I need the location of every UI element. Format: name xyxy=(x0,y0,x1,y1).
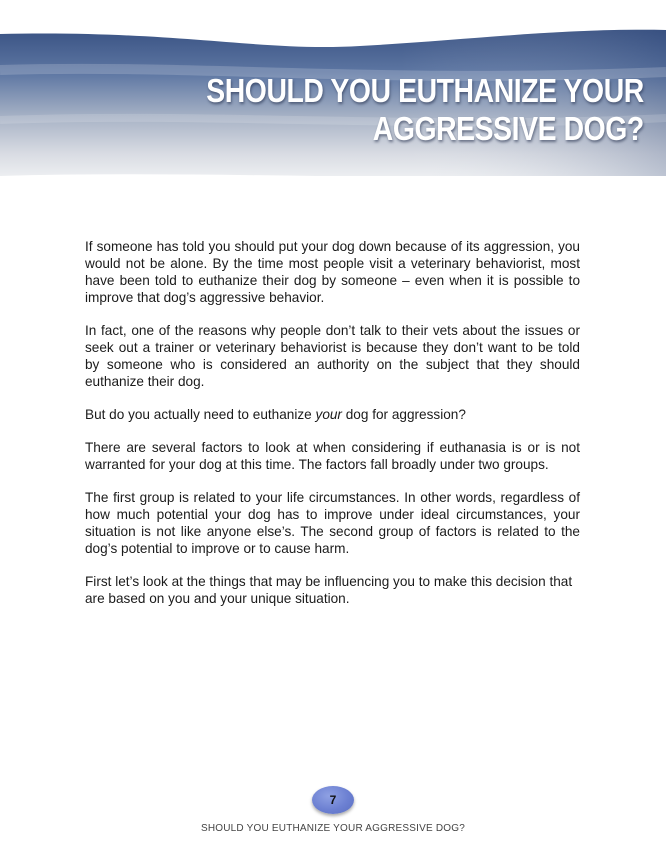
paragraph-5: The first group is related to your life circumstances. In other words, regardless of how much potential your dog has to improve under ideal circumstances, your situation is not like anyone else’s. The second group of factors is related to the dog’s potential to improve or to cause harm. xyxy=(85,490,580,556)
running-footer: SHOULD YOU EUTHANIZE YOUR AGGRESSIVE DOG? xyxy=(200,823,465,834)
paragraph-3 xyxy=(85,406,580,423)
paragraph-3-start: But do you actually need to euthanize xyxy=(85,407,316,422)
page-title xyxy=(206,72,644,148)
paragraph-6: First let’s look at the things that may be influencing you to make this decision that are based on you and your unique situation. xyxy=(85,574,573,606)
paragraph-3-emphasis: your xyxy=(315,407,342,422)
header-banner xyxy=(0,0,666,190)
title-line-1: SHOULD YOU EUTHANIZE YOUR xyxy=(206,72,644,109)
paragraph-3-end: dog for aggression? xyxy=(341,407,466,422)
title-line-2: AGGRESSIVE DOG? xyxy=(372,110,644,147)
paragraph-2: In fact, one of the reasons why people don’t talk to their vets about the issues or seek out a trainer or veterinary behaviorist is because they don’t want to be told by someone who is considered an authority on the subject that they should euthanize their dog. xyxy=(85,323,580,389)
paragraph-4: There are several factors to look at when considering if euthanasia is or is not warranted for your dog at this time. The factors fall broadly under two groups. xyxy=(85,440,580,472)
body-text xyxy=(85,238,580,623)
paragraph-1: If someone has told you should put your dog down because of its aggression, you would not be alone. By the time most people visit a veterinary behaviorist, most have been told to euthanize their dog by someone – even when it is possible to improve that dog’s aggressive behavior. xyxy=(85,239,580,305)
page-number-badge: 7 xyxy=(312,786,354,814)
